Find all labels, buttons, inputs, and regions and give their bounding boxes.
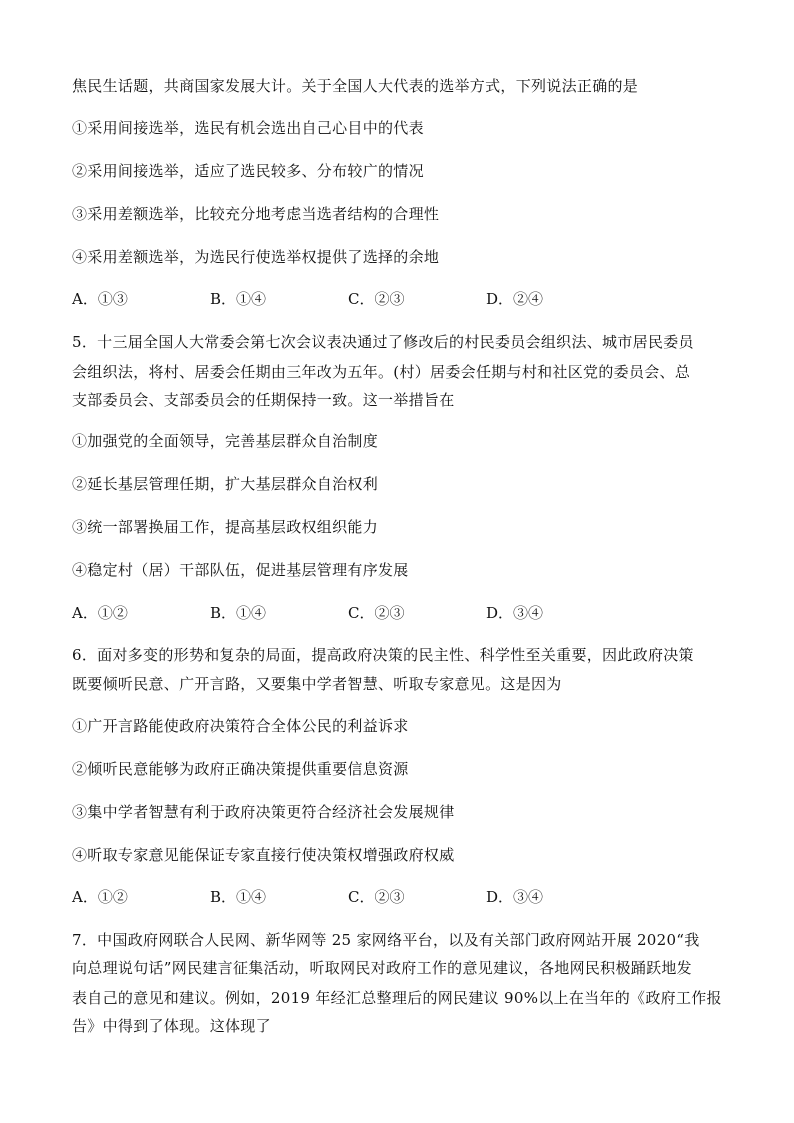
q4-item-2: ②采用间接选举，适应了选民较多、分布较广的情况	[72, 162, 424, 180]
q6-item-3: ③集中学者智慧有利于政府决策更符合经济社会发展规律	[72, 803, 455, 821]
q5-item-2: ②延长基层管理任期，扩大基层群众自治权利	[72, 475, 379, 493]
q5-stem-line: 5．十三届全国人大常委会第七次会议表决通过了修改后的村民委员会组织法、城市居民委员	[72, 333, 694, 351]
q6-option-b: B．①④	[210, 888, 267, 906]
q4-item-1: ①采用间接选举，选民有机会选出自己心目中的代表	[72, 119, 424, 137]
q7-stem-line: 告》中得到了体现。这体现了	[72, 1017, 271, 1035]
q4-option-c: C．②③	[348, 290, 405, 308]
q5-item-1: ①加强党的全面领导，完善基层群众自治制度	[72, 432, 379, 450]
q5-item-4: ④稳定村（居）干部队伍，促进基层管理有序发展	[72, 561, 409, 579]
q4-item-4: ④采用差额选举，为选民行使选举权提供了选择的余地	[72, 248, 440, 266]
q7-stem-line: 表自己的意见和建议。例如，2019 年经汇总整理后的网民建议 90%以上在当年的《政府工作报	[72, 989, 722, 1007]
q6-stem-line: 既要倾听民意、广开言路，又要集中学者智慧、听取专家意见。这是因为	[72, 675, 562, 693]
q4-option-b: B．①④	[210, 290, 267, 308]
q5-stem-line: 会组织法，将村、居委会任期由三年改为五年。(村）居委会任期与村和社区党的委员会、总	[72, 363, 691, 381]
q7-stem-line: 向总理说句话”网民建言征集活动，听取网民对政府工作的意见建议，各地网民积极踊跃地发	[72, 959, 692, 977]
q4-stem-line: 焦民生话题，共商国家发展大计。关于全国人大代表的选举方式，下列说法正确的是	[72, 77, 639, 95]
q5-option-d: D．③④	[486, 604, 544, 622]
q5-option-a: A．①②	[72, 604, 128, 622]
q6-option-a: A．①②	[72, 888, 128, 906]
q5-option-c: C．②③	[348, 604, 405, 622]
q7-stem-line: 7．中国政府网联合人民网、新华网等 25 家网络平台，以及有关部门政府网站开展 2020“我	[72, 931, 700, 949]
q5-stem-line: 支部委员会、支部委员会的任期保持一致。这一举措旨在	[72, 391, 455, 409]
q4-item-3: ③采用差额选举，比较充分地考虑当选者结构的合理性	[72, 205, 440, 223]
q6-item-2: ②倾听民意能够为政府正确决策提供重要信息资源	[72, 760, 409, 778]
q4-option-a: A．①③	[72, 290, 128, 308]
q5-item-3: ③统一部署换届工作，提高基层政权组织能力	[72, 518, 379, 536]
q6-option-d: D．③④	[486, 888, 544, 906]
q6-option-c: C．②③	[348, 888, 405, 906]
q6-stem-line: 6．面对多变的形势和复杂的局面，提高政府决策的民主性、科学性至关重要，因此政府决策	[72, 646, 694, 664]
q4-option-d: D．②④	[486, 290, 544, 308]
q5-option-b: B．①④	[210, 604, 267, 622]
q6-item-4: ④听取专家意见能保证专家直接行使决策权增强政府权威	[72, 846, 455, 864]
q6-item-1: ①广开言路能使政府决策符合全体公民的利益诉求	[72, 717, 409, 735]
